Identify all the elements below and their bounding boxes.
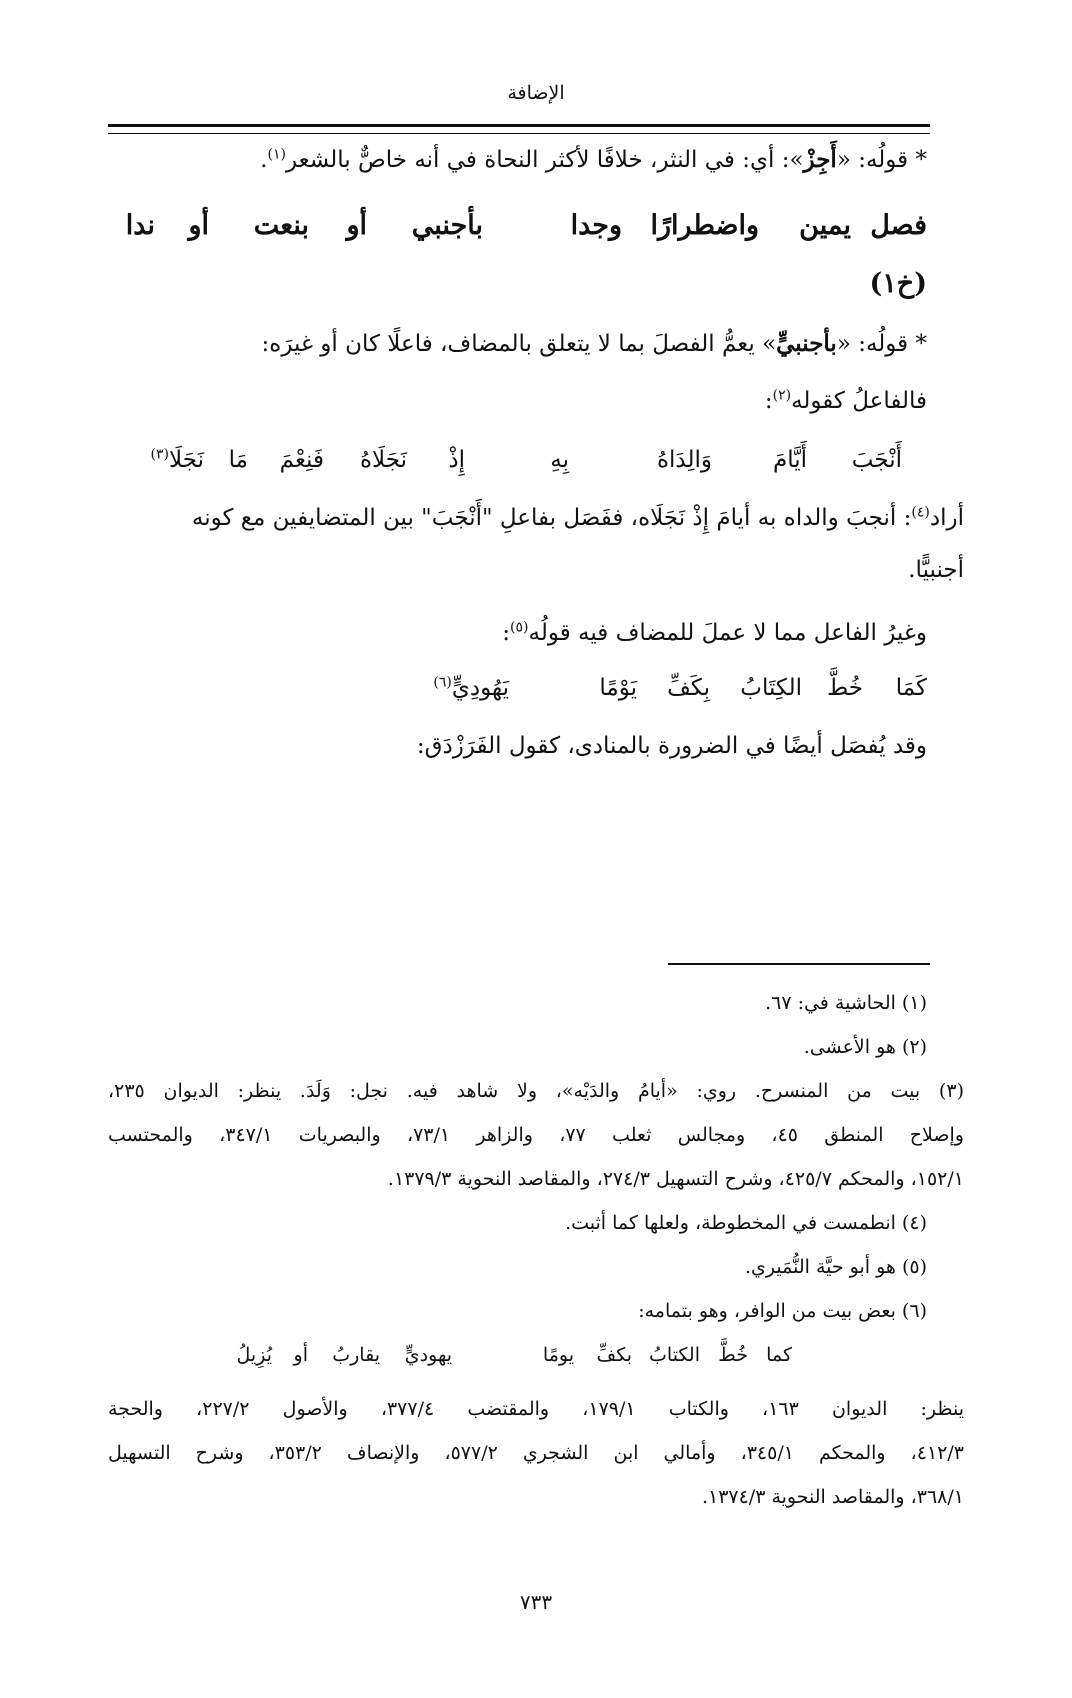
footnote-3-line2: وإصلاح المنطق ٤٥، ومجالس ثعلب ٧٧، والزاهر ٧٣/١، والبصريات ٣٤٧/١، والمحتسب <box>108 1124 964 1146</box>
verse-word: بِكَفِّ <box>667 675 710 701</box>
footnote-ref: (٥) <box>510 619 529 636</box>
verse-word: فَنِعْمَ <box>279 447 324 473</box>
heading-word: ندا <box>125 210 155 241</box>
verse-word: خُطَّ <box>826 675 863 701</box>
verse-word: نَجَلَاهُ <box>359 447 407 473</box>
verse-word: إِذْ <box>448 447 465 473</box>
header-rule-thin <box>108 133 930 134</box>
verse-word: وَالِدَاهُ <box>656 447 712 473</box>
footnote-ref: (٦) <box>433 674 452 691</box>
verse-word: كما <box>766 1344 792 1366</box>
verse-word: أَيَّامَ <box>772 447 807 473</box>
heading-word: أو <box>188 210 209 241</box>
paragraph-arad: أراد$^{(٤)}$: أنجبَ والداه به أيامَ إِذْ نَجَلَاه، ففَصَل بفاعلِ "أَنْجَبَ" بين المتضايفين مع كونه <box>191 504 964 531</box>
verse-word: الكِتَابُ <box>740 675 802 701</box>
paragraph-ajiz: * قولُه: «أَجِزْ»: أي: في النثر، خلافًا لأكثر النحاة في أنه خاصٌّ بالشعر$^{(١)}$. <box>260 146 927 173</box>
footnote-4: (٤) انطمست في المخطوطة، ولعلها كما أثبت. <box>565 1212 927 1234</box>
footnote-3-line3: ١٥٢/١، والمحكم ٤٢٥/٧، وشرح التسهيل ٢٧٤/٣، والمقاصد النحوية ١٣٧٩/٣. <box>387 1168 964 1190</box>
verse-one <box>150 446 902 481</box>
footnote-separator <box>668 963 930 965</box>
verse-word: يُزِيلُ <box>236 1344 272 1366</box>
paragraph-munada: وقد يُفصَل أيضًا في الضرورة بالمنادى، كقول الفَرَزْدَق: <box>416 733 927 759</box>
paragraph-fail: فالفاعلُ كقوله$^{(٢)}$: <box>764 387 927 414</box>
verse-word: نَجَلَا$^{(٣)}$ <box>150 446 204 473</box>
heading-word: بأجنبي <box>411 210 483 241</box>
verse-word: يهوديٍّ <box>404 1344 452 1366</box>
heading-word: وجدا <box>570 210 622 241</box>
running-head: الإضافة <box>507 82 565 104</box>
paragraph-ajnabi: * قولُه: «بأجنبيٍّ» يعمُّ الفصلَ بما لا يتعلق بالمضاف، فاعلًا كان أو غيرَه: <box>261 330 927 357</box>
footnote-6-verse <box>232 1344 792 1374</box>
verse-word: مَا <box>228 447 248 473</box>
footnote-ref: (٣) <box>150 446 170 463</box>
footnote-6: (٦) بعض بيت من الوافر، وهو بتمامه: <box>638 1300 927 1322</box>
keyword-ajnabi: بأجنبيٍّ <box>776 330 837 357</box>
keyword-ajiz: أَجِزْ <box>803 146 837 173</box>
verse-word: يَهُودِيٍّ$^{(٦)}$ <box>433 674 509 701</box>
heading-word: أو <box>346 210 367 241</box>
heading-word: واضطرارًا <box>650 210 759 241</box>
verse-word: يومًا <box>542 1344 574 1366</box>
footnote-6-line2: ٤١٢/٣، والمحكم ٣٤٥/١، وأمالي ابن الشجري ٥٧٧/٢، والإنصاف ٣٥٣/٢، وشرح التسهيل <box>108 1442 964 1464</box>
footnote-ref: (١) <box>267 146 286 163</box>
verse-word: بكفِّ <box>596 1344 632 1366</box>
footnote-2: (٢) هو الأعشى. <box>803 1036 927 1058</box>
footnote-1: (١) الحاشية في: ٦٧. <box>765 992 927 1014</box>
verse-word: يَوْمًا <box>599 675 637 701</box>
verse-two <box>367 675 927 709</box>
heading-word: فصل <box>870 210 927 241</box>
footnote-3-line1: (٣) بيت من المنسرح. روي: «أيامُ والدَيْه»، ولا شاهد فيه. نجل: وَلَدَ. ينظر: الديوان ٢٣٥، <box>108 1080 964 1102</box>
heading-ref: (خ١) <box>869 268 927 299</box>
paragraph-ghayr-fail: وغيرُ الفاعل مما لا عملَ للمضاف فيه قولُه$^{(٥)}$: <box>502 619 927 646</box>
heading-word: يمين <box>799 210 851 241</box>
verse-word: أَنْجَبَ <box>851 447 902 473</box>
verse-word: يقاربُ <box>332 1344 380 1366</box>
page-number: ٧٣٣ <box>519 1590 553 1614</box>
header-rule-thick <box>108 124 930 127</box>
verse-word: بِهِ <box>550 447 569 473</box>
footnote-6-line1: ينظر: الديوان ١٦٣، والكتاب ١٧٩/١، والمقتضب ٣٧٧/٤، والأصول ٢٢٧/٢، والحجة <box>108 1398 964 1420</box>
verse-word: أو <box>293 1344 308 1366</box>
footnote-ref: (٢) <box>772 387 792 404</box>
verse-word: خُطَّ <box>718 1344 748 1366</box>
heading-word: بنعت <box>253 210 309 241</box>
footnote-6-line3: ٣٦٨/١، والمقاصد النحوية ١٣٧٤/٣. <box>701 1486 964 1508</box>
verse-word: الكتابُ <box>649 1344 700 1366</box>
verse-word: كَمَا <box>895 675 927 701</box>
footnote-ref: (٤) <box>911 504 930 521</box>
footnote-5: (٥) هو أبو حيَّة النُّمَيري. <box>744 1256 927 1278</box>
paragraph-arad-cont: أجنبيًّا. <box>908 557 964 583</box>
